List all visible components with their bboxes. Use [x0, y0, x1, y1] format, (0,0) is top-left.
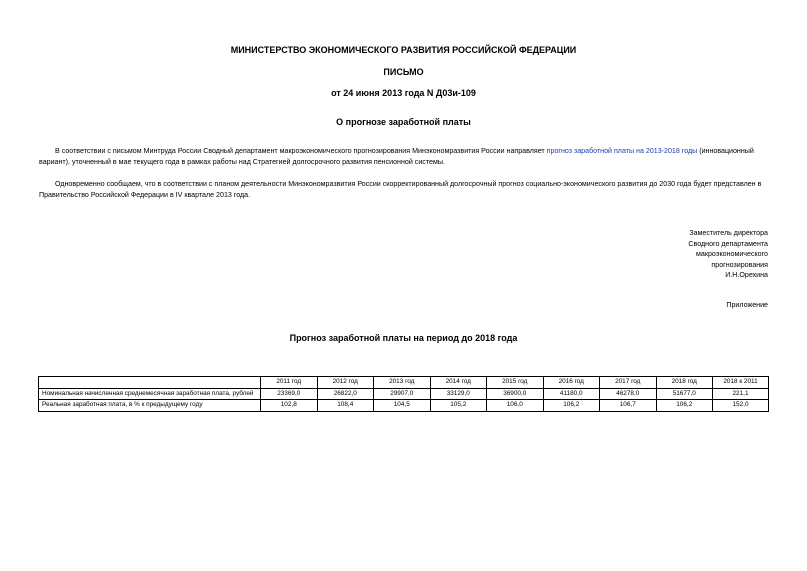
row-label: Номинальная начисленная среднемесячная заработная плата, рублей: [39, 388, 261, 400]
table-cell: 152,0: [713, 400, 769, 412]
table-cell: 106,2: [656, 400, 713, 412]
table-cell: 23369,0: [261, 388, 318, 400]
table-cell: 106,0: [487, 400, 544, 412]
table-row: [39, 400, 769, 412]
table-cell: 104,5: [374, 400, 431, 412]
signature-block: [568, 228, 768, 281]
column-header: 2014 год: [430, 377, 487, 389]
table-cell: 106,7: [600, 400, 657, 412]
table-cell: 221,1: [713, 388, 769, 400]
signature-name: И.Н.Орехина: [725, 271, 768, 279]
table-cell: 105,2: [430, 400, 487, 412]
column-header: [39, 377, 261, 389]
paragraph-1: [39, 146, 769, 168]
column-header: 2013 год: [374, 377, 431, 389]
table-cell: 106,2: [543, 400, 600, 412]
paragraph-1-text-end: (инновационный вариант), уточненный в мае текущего года в рамках работы над Стратегией долгосрочного развития пенсионной системы.: [39, 147, 754, 166]
appendix-label: Приложение: [726, 301, 768, 309]
ministry-heading: МИНИСТЕРСТВО ЭКОНОМИЧЕСКОГО РАЗВИТИЯ РОССИЙСКОЙ ФЕДЕРАЦИИ: [230, 45, 577, 55]
table-title: Прогноз заработной платы на период до 2018 года: [289, 333, 518, 343]
column-header: 2018 к 2011: [713, 377, 769, 389]
column-header: 2017 год: [600, 377, 657, 389]
signature-department-2: макроэкономического: [696, 250, 768, 258]
signature-department: Сводного департамента: [688, 239, 768, 248]
table-cell: 36900,0: [487, 388, 544, 400]
table-cell: 46278,0: [600, 388, 657, 400]
table-cell: 29907,0: [374, 388, 431, 400]
paragraph-1-text-start: В соответствии с письмом Минтруда России Сводный департамент макроэкономического прогнозирования Минэкономразвития России направляет: [55, 147, 547, 155]
forecast-table: [38, 376, 769, 412]
column-header: 2015 год: [487, 377, 544, 389]
table-cell: 102,8: [261, 400, 318, 412]
table-row: [39, 388, 769, 400]
date-number-heading: от 24 июня 2013 года N Д03и-109: [331, 88, 476, 98]
forecast-link[interactable]: прогноз заработной платы на 2013-2018 годы: [546, 147, 698, 155]
column-header: 2011 год: [261, 377, 318, 389]
signature-position: Заместитель директора: [689, 229, 768, 237]
table-cell: 41180,0: [543, 388, 600, 400]
table-cell: 108,4: [317, 400, 374, 412]
subject-heading: О прогнозе заработной платы: [336, 117, 471, 127]
table-cell: 33129,0: [430, 388, 487, 400]
table-cell: 26822,0: [317, 388, 374, 400]
table-cell: 51677,0: [656, 388, 713, 400]
table-header-row: [39, 377, 769, 389]
row-label: Реальная заработная плата, в % к предыдущему году: [39, 400, 261, 412]
column-header: 2012 год: [317, 377, 374, 389]
column-header: 2016 год: [543, 377, 600, 389]
column-header: 2018 год: [656, 377, 713, 389]
document-type-heading: ПИСЬМО: [383, 67, 424, 77]
paragraph-2: Одновременно сообщаем, что в соответствии с планом деятельности Минэкономразвития России скорректированный долгосрочный прогноз социально-экономического развития до 2030 года будет представлен в Правительство Российской Федерации в IV квартале 2013 года.: [39, 180, 762, 199]
signature-department-3: прогнозирования: [711, 260, 768, 269]
